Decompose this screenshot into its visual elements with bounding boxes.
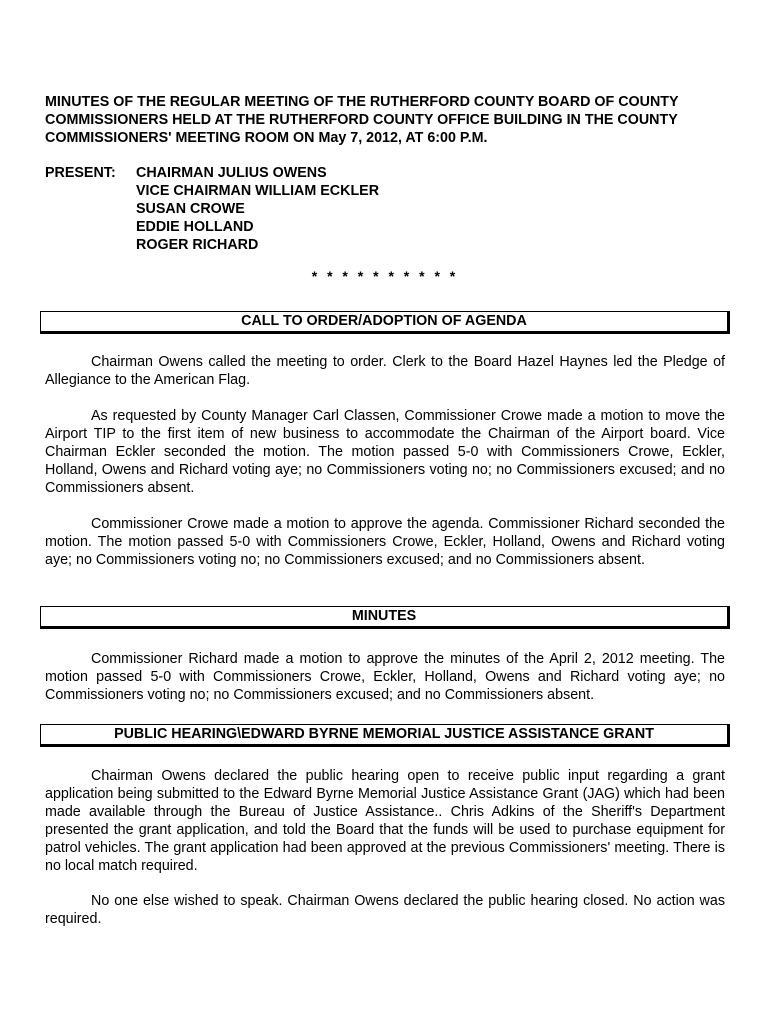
present-label: PRESENT: (45, 165, 116, 181)
present-members-list (136, 164, 536, 254)
present-member: VICE CHAIRMAN WILLIAM ECKLER (136, 183, 380, 199)
section-heading-minutes: MINUTES (40, 606, 730, 629)
paragraph: As requested by County Manager Carl Classen, Commissioner Crowe made a motion to move the Airport TIP to the first item of new business to accommodate the Chairman of the Airport board. Vice Chairman Eckler seconded the motion. The motion passed 5-0 with Commissioners Crowe, Eckler, Holland, Owens and Richard voting aye; no Commissioners voting no; no Commissioners excused; and no Commissioners absent. (45, 408, 725, 496)
present-member: ROGER RICHARD (136, 237, 259, 253)
present-member: EDDIE HOLLAND (136, 219, 254, 235)
paragraph: Chairman Owens declared the public hearing open to receive public input regarding a grant application being submitted to the Edward Byrne Memorial Justice Assistance Grant (JAG) which had been made available through the Bureau of Justice Assistance.. Chris Adkins of the Sheriff's Department presented the grant application, and told the Board that the funds will be used to purchase equipment for patrol vehicles. The grant application had been approved at the previous Commissioners' meeting. There is no local match required. (45, 768, 725, 874)
present-member: SUSAN CROWE (136, 201, 245, 217)
document-title: MINUTES OF THE REGULAR MEETING OF THE RUTHERFORD COUNTY BOARD OF COUNTY COMMISSIONERS HELD AT THE RUTHERFORD COUNTY OFFICE BUILDING IN THE COUNTY COMMISSIONERS' MEETING ROOM ON May 7, 2012, AT 6:00 P.M. (45, 94, 679, 146)
paragraph: Chairman Owens called the meeting to order. Clerk to the Board Hazel Haynes led the Pledge of Allegiance to the American Flag. (45, 354, 725, 388)
paragraph: Commissioner Richard made a motion to approve the minutes of the April 2, 2012 meeting. The motion passed 5-0 with Commissioners Crowe, Eckler, Holland, Owens and Richard voting aye; no Commissioners voting no; no Commissioners excused; and no Commissioners absent. (45, 651, 725, 703)
paragraph: No one else wished to speak. Chairman Owens declared the public hearing closed. No action was required. (45, 893, 725, 927)
section-heading-public-hearing: PUBLIC HEARING\EDWARD BYRNE MEMORIAL JUSTICE ASSISTANCE GRANT (40, 724, 730, 747)
separator-stars: * * * * * * * * * * (311, 268, 459, 284)
section-heading-call-to-order: CALL TO ORDER/ADOPTION OF AGENDA (40, 311, 730, 334)
present-member: CHAIRMAN JULIUS OWENS (136, 165, 327, 181)
paragraph: Commissioner Crowe made a motion to approve the agenda. Commissioner Richard seconded the motion. The motion passed 5-0 with Commissioners Crowe, Eckler, Holland, Owens and Richard voting aye; no Commissioners voting no; no Commissioners excused; and no Commissioners absent. (45, 516, 725, 568)
